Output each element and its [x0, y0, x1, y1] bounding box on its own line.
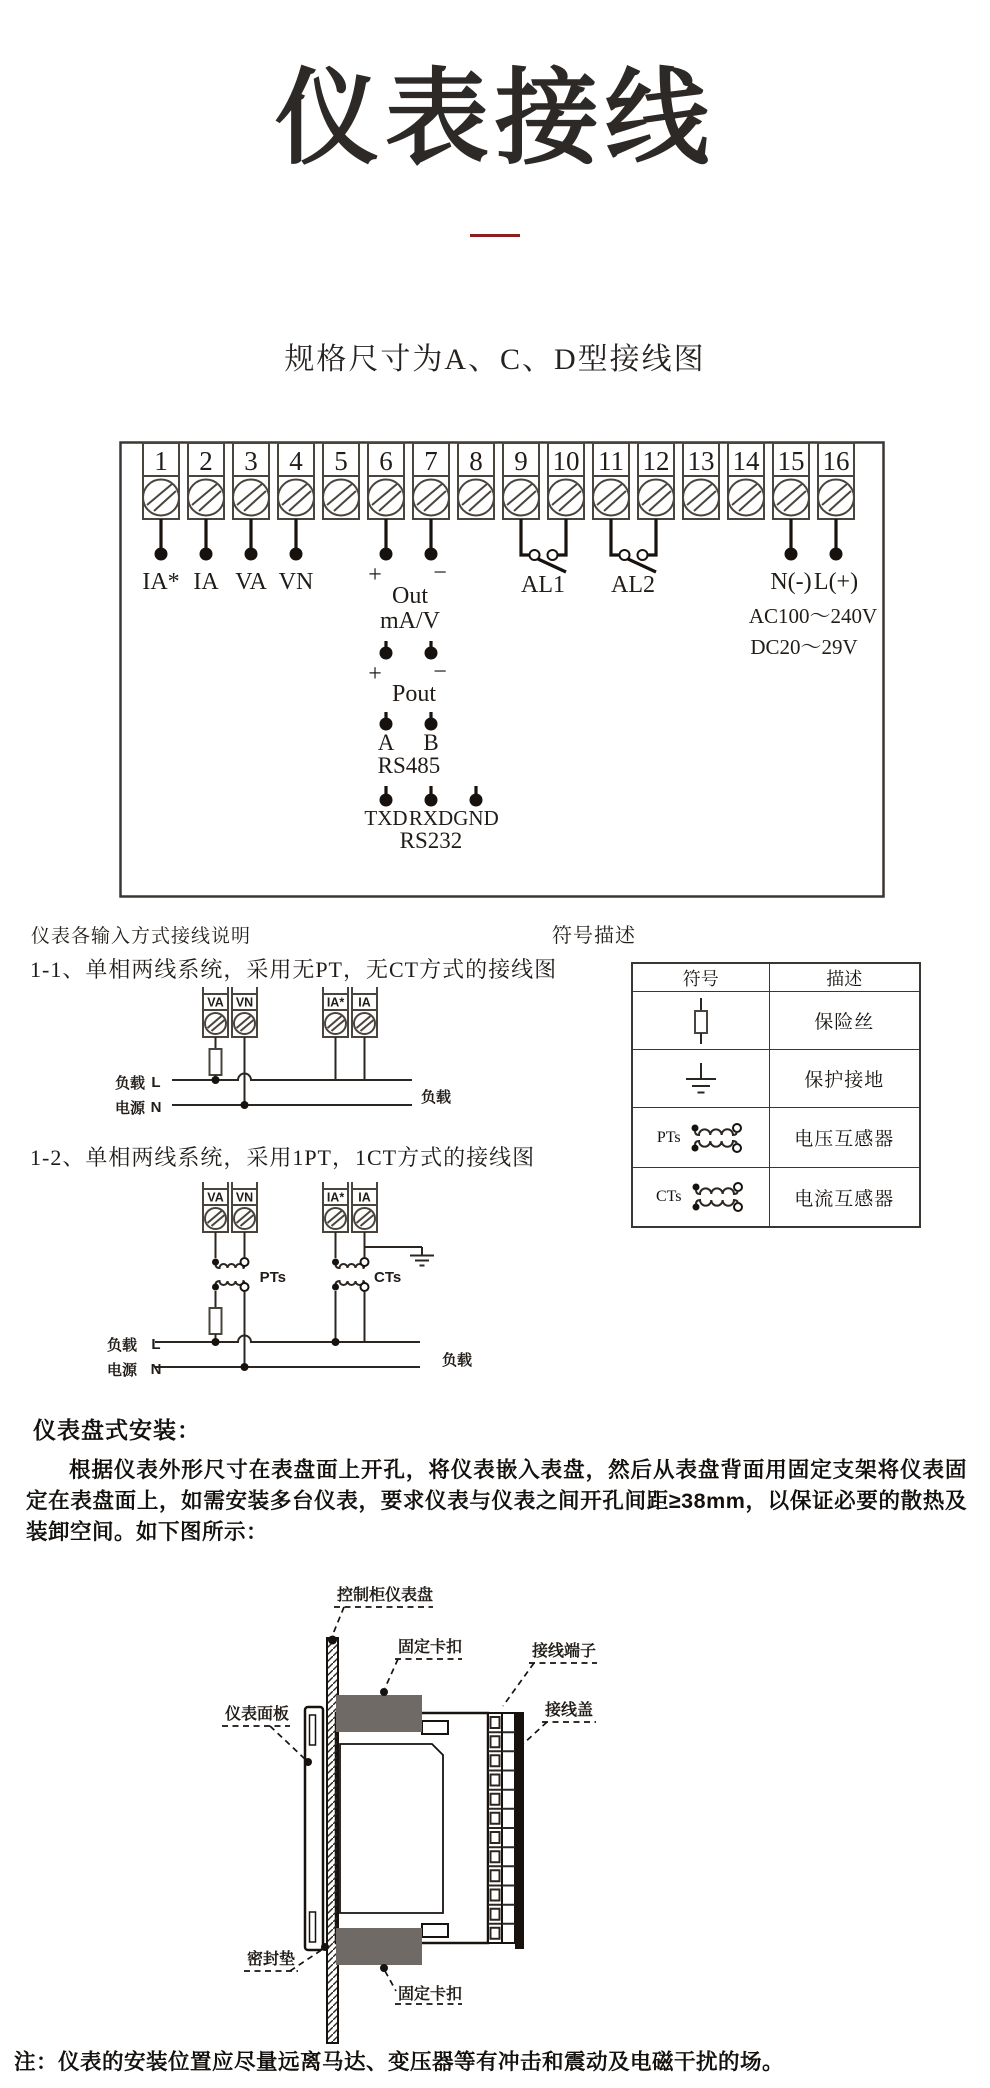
mini-label-vn: VN	[235, 1190, 254, 1205]
label-ac-range: AC100～240V	[748, 604, 878, 628]
callout-gasket-label: 密封垫	[247, 1951, 296, 1968]
d11-left-source: 电源	[114, 1100, 146, 1117]
mini-label-ia-star: IA*	[326, 1190, 345, 1205]
mini-label-va: VA	[207, 995, 224, 1010]
symbol-desc: 保护接地	[769, 1050, 920, 1108]
symbol-desc: 保险丝	[769, 992, 920, 1050]
fixing-clip-bottom	[336, 1928, 422, 1965]
label-ia-star: IA*	[142, 569, 180, 595]
label-vn: VN	[278, 569, 314, 595]
d11-right-load: 负载	[420, 1089, 452, 1106]
label-out: Out	[392, 583, 428, 609]
wiring-cover-bar	[515, 1712, 524, 1949]
callout-cover-label: 接线盖	[545, 1702, 594, 1719]
input-wiring-section-title: 仪表各输入方式接线说明	[31, 926, 252, 947]
d12-right-load: 负载	[441, 1352, 473, 1369]
svg-text:13: 13	[687, 446, 715, 476]
terminal-1	[143, 443, 179, 519]
diagram-1-2-title: 1-2、单相两线系统，采用1PT，1CT方式的接线图	[30, 1145, 536, 1170]
label-al1: AL1	[521, 572, 565, 598]
terminal-14	[728, 443, 764, 519]
diagram-1-1	[90, 985, 490, 1125]
ct-label: CTs	[655, 1188, 682, 1205]
mini-label-ia-star: IA*	[326, 995, 345, 1010]
label-out-plus: +	[368, 562, 382, 588]
svg-text:4: 4	[289, 446, 303, 476]
table-row	[632, 992, 920, 1050]
line-l	[155, 1336, 420, 1343]
d12-left-load: 负载	[106, 1337, 138, 1354]
label-out-minus: −	[433, 560, 447, 586]
svg-text:6: 6	[379, 446, 393, 476]
desc-col-header: 描述	[769, 963, 920, 992]
label-pout-plus: +	[368, 661, 382, 687]
earth-icon	[633, 1060, 769, 1098]
terminal-10	[548, 443, 584, 519]
ct-icon	[633, 1177, 769, 1217]
terminal-5	[323, 443, 359, 519]
svg-text:16: 16	[822, 446, 850, 476]
label-rs232: RS232	[399, 828, 463, 853]
terminal-15	[773, 443, 809, 519]
symbol-table	[631, 962, 921, 1228]
ct-symbol	[332, 1258, 369, 1291]
terminal-6	[368, 443, 404, 519]
d11-line-l-label: L	[151, 1074, 161, 1091]
svg-text:8: 8	[469, 446, 483, 476]
clip-slot-bottom	[422, 1924, 448, 1937]
label-rxd: RXD	[408, 806, 454, 830]
fuse-symbol	[210, 1308, 222, 1334]
mini-terminal-va	[203, 987, 228, 1037]
label-dc-range: DC20～29V	[750, 635, 858, 659]
d12-wiring	[155, 1232, 434, 1371]
label-ia: IA	[193, 569, 219, 595]
label-txd: TXD	[364, 806, 408, 830]
label-l-pos: L(+)	[813, 569, 859, 595]
callout-clip-bottom-label: 固定卡扣	[398, 1986, 463, 2003]
svg-text:14: 14	[732, 446, 760, 476]
terminal-4	[278, 443, 314, 519]
label-rs485-b: B	[423, 730, 439, 755]
symbol-desc: 电流互感器	[769, 1168, 920, 1228]
pts-label: PTs	[259, 1269, 286, 1286]
symbol-section-title: 符号描述	[552, 925, 636, 947]
terminal-12	[638, 443, 674, 519]
terminal-11	[593, 443, 629, 519]
clip-slot-top	[422, 1721, 448, 1734]
mini-label-ia: IA	[358, 1190, 371, 1205]
svg-text:5: 5	[334, 446, 348, 476]
mini-terminal-ia-star	[323, 1182, 348, 1232]
page-title: 仪表接线	[274, 61, 715, 177]
svg-text:2: 2	[199, 446, 213, 476]
mini-label-va: VA	[207, 1190, 224, 1205]
d11-left-load: 负载	[114, 1075, 146, 1092]
d11-wiring	[172, 1037, 412, 1109]
svg-text:11: 11	[598, 446, 624, 476]
d12-line-l-label: L	[151, 1336, 161, 1353]
mini-label-vn: VN	[235, 995, 254, 1010]
label-gnd: GND	[453, 806, 499, 830]
svg-text:7: 7	[424, 446, 438, 476]
install-paragraph: 根据仪表外形尺寸在表盘面上开孔，将仪表嵌入表盘，然后从表盘背面用固定支架将仪表固定在表盘面上，如需安装多台仪表，要求仪表与仪表之间开孔间距≥38mm，以保证必要的散热及装卸空间。如下图所示：	[26, 1458, 967, 1544]
terminal-9	[503, 443, 539, 519]
label-rs485-a: A	[377, 730, 395, 755]
label-va: VA	[235, 569, 267, 595]
table-row	[632, 1168, 920, 1228]
pt-icon	[633, 1118, 769, 1158]
label-pout-minus: −	[433, 659, 447, 685]
table-row	[632, 1108, 920, 1168]
callout-panel-label: 控制柜仪表盘	[337, 1587, 434, 1604]
mini-terminal-vn	[232, 987, 257, 1037]
callout-clip-top	[380, 1637, 462, 1696]
d12-line-n-label: N	[150, 1361, 162, 1378]
diagram-subtitle: 规格尺寸为A、C、D型接线图	[284, 343, 706, 376]
svg-text:1: 1	[154, 446, 168, 476]
callout-clip-top-label: 固定卡扣	[398, 1639, 463, 1656]
cts-label: CTs	[374, 1269, 402, 1286]
terminal-16	[818, 443, 854, 519]
d12-left-source: 电源	[106, 1362, 138, 1379]
symbol-desc: 电压互感器	[769, 1108, 920, 1168]
mini-terminal-va	[203, 1182, 228, 1232]
caution-note: 注：仪表的安装位置应尽量远离马达、变压器等有冲击和震动及电磁干扰的场。	[14, 2050, 785, 2074]
mini-terminal-vn	[232, 1182, 257, 1232]
fuse-icon	[633, 996, 769, 1046]
svg-text:15: 15	[777, 446, 805, 476]
label-out-unit: mA/V	[380, 608, 440, 634]
callout-terminals	[503, 1641, 597, 1706]
mini-terminal-ia	[352, 987, 377, 1037]
diagram-1-2	[90, 1180, 490, 1395]
terminal-2	[188, 443, 224, 519]
label-rs485: RS485	[377, 753, 441, 778]
label-pout: Pout	[391, 681, 437, 707]
svg-text:3: 3	[244, 446, 258, 476]
svg-text:12: 12	[642, 446, 670, 476]
svg-text:10: 10	[552, 446, 580, 476]
terminal-8	[458, 443, 494, 519]
diagram-1-1-title: 1-1、单相两线系统，采用无PT，无CT方式的接线图	[30, 957, 558, 982]
symbol-col-header: 符号	[632, 963, 769, 992]
terminal-13	[683, 443, 719, 519]
callout-front-panel	[222, 1704, 312, 1766]
svg-text:9: 9	[514, 446, 528, 476]
fuse-symbol	[210, 1049, 222, 1075]
callout-front-panel-label: 仪表面板	[225, 1706, 290, 1723]
title-accent-rule	[470, 234, 520, 237]
pt-symbol	[212, 1258, 249, 1291]
mini-label-ia: IA	[358, 995, 371, 1010]
callout-clip-bottom	[380, 1964, 462, 2004]
meter-inner-case	[340, 1744, 443, 1913]
terminal-wiring-diagram	[119, 441, 885, 898]
terminal-7	[413, 443, 449, 519]
install-section-heading: 仪表盘式安装：	[33, 1417, 201, 1443]
terminal-ladder	[488, 1713, 515, 1943]
label-al2: AL2	[611, 572, 655, 598]
pt-label: PTs	[656, 1128, 681, 1146]
label-n-neg: N(-)	[770, 569, 812, 595]
mini-terminal-ia	[352, 1182, 377, 1232]
fixing-clip-top	[336, 1695, 422, 1732]
callout-panel	[328, 1585, 433, 1645]
installation-diagram	[130, 1572, 870, 2052]
callout-terminals-label: 接线端子	[532, 1643, 597, 1660]
earth-symbol	[365, 1247, 435, 1266]
table-row	[632, 1050, 920, 1108]
terminal-3	[233, 443, 269, 519]
d11-line-n-label: N	[150, 1099, 162, 1116]
mini-terminal-ia-star	[323, 987, 348, 1037]
callout-cover	[523, 1700, 596, 1744]
line-l	[172, 1074, 412, 1081]
